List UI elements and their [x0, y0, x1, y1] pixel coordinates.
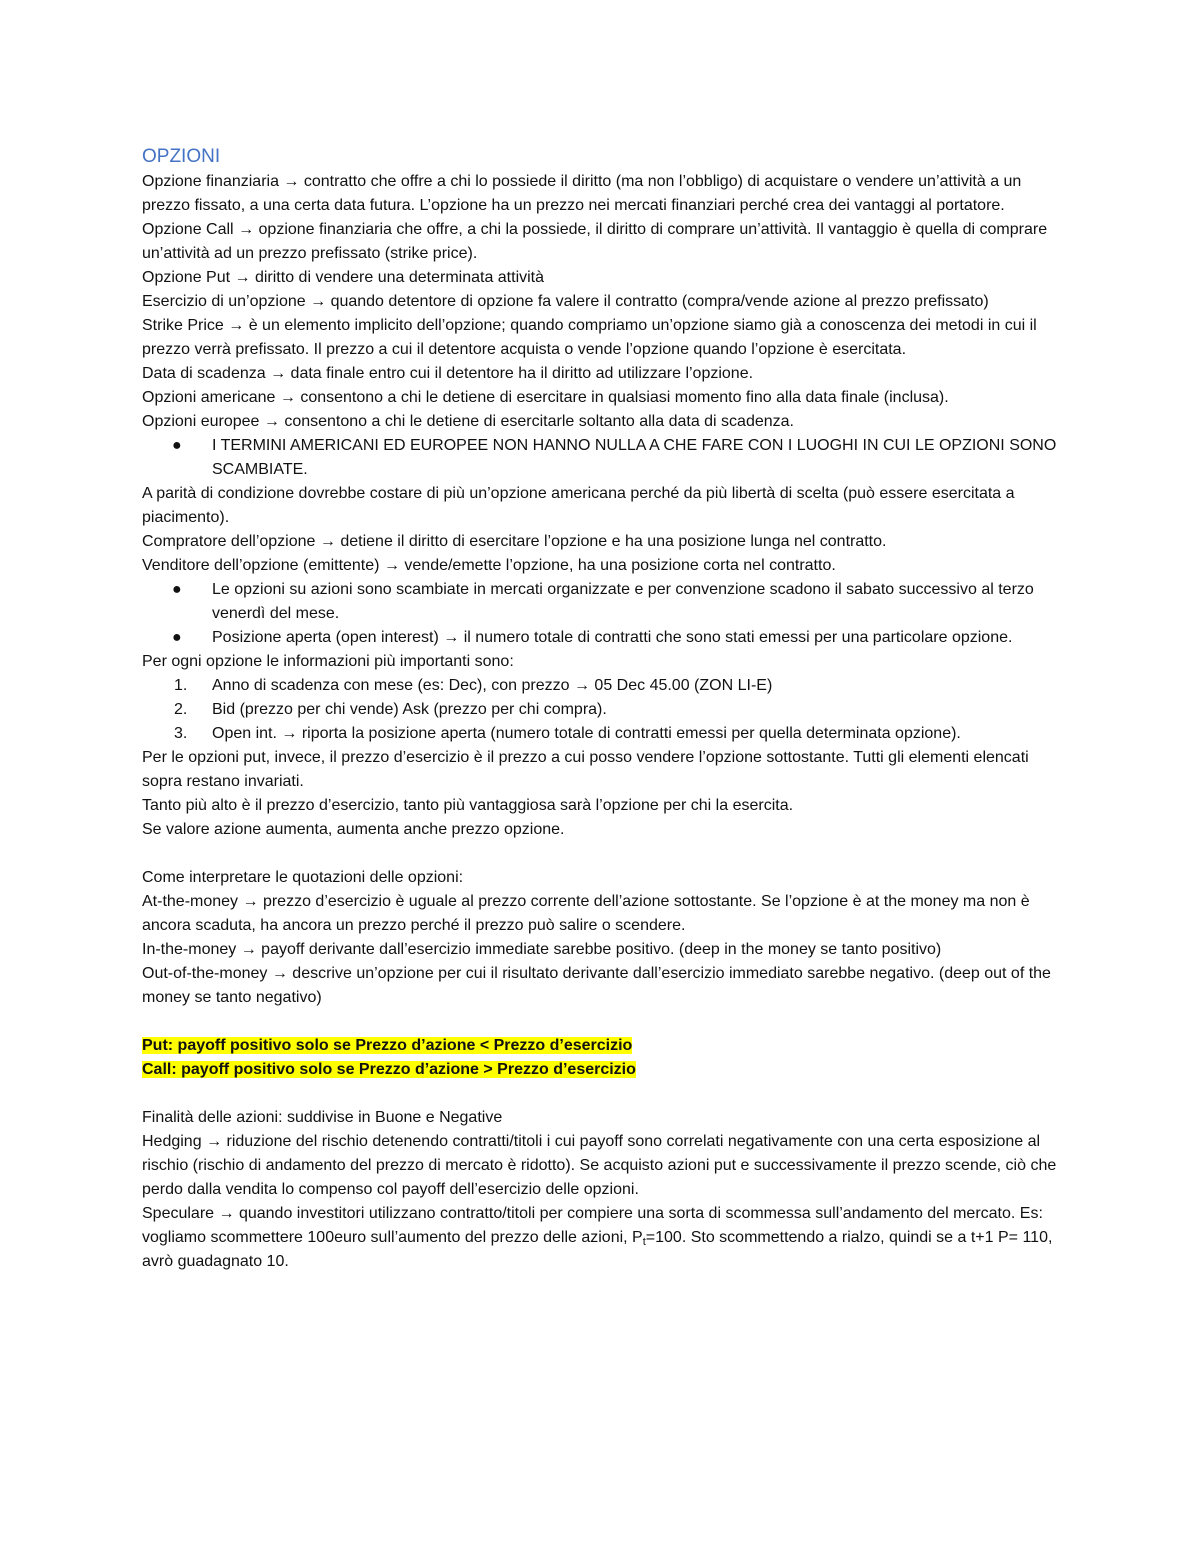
paragraph-tanto-piu: Tanto più alto è il prezzo d’esercizio, tanto più vantaggiosa sarà l’opzione per chi la esercita.: [142, 797, 794, 814]
arrow-icon: →: [234, 269, 251, 286]
paragraph-valore-azione: Se valore azione aumenta, aumenta anche prezzo opzione.: [142, 821, 565, 838]
term: In-the-money: [142, 941, 237, 958]
definition: descrive un’opzione per cui il risultato derivante dall’esercizio immediato sarebbe negativo. (deep out of the money se tanto negativo): [142, 965, 1051, 1006]
paragraph-opzione-finanziaria: [142, 170, 1062, 218]
arrow-icon: →: [228, 317, 245, 334]
definition: diritto di vendere una determinata attività: [254, 269, 545, 286]
definition: è un elemento implicito dell’opzione; quando compriamo un’opzione siamo già a conoscenza dei metodi in cui il prezzo verrà prefissato. Il prezzo a cui il detentore acquista o vende l’opzione quando l’opzione è esercitata.: [142, 317, 1037, 358]
page-title: OPZIONI: [142, 146, 221, 167]
paragraph-venditore: [142, 554, 1062, 578]
paragraph-out-of-the-money: [142, 962, 1062, 1010]
paragraph-quote-intro: Come interpretare le quotazioni delle opzioni:: [142, 869, 464, 886]
list-number: 1.: [174, 677, 188, 694]
numbered-list-info: [142, 674, 1062, 746]
list-item: [142, 722, 1062, 746]
arrow-icon: →: [206, 1133, 223, 1150]
definition: consentono a chi le detiene di esercitare in qualsiasi momento fino alla data finale (inclusa).: [300, 389, 949, 406]
list-item: [142, 698, 1062, 722]
bullet-icon: ●: [172, 437, 182, 454]
term: Strike Price: [142, 317, 224, 334]
definition: detiene il diritto di esercitare l’opzione e ha una posizione lunga nel contratto.: [340, 533, 887, 550]
list-item-text: Posizione aperta (open interest): [212, 629, 439, 646]
term: At-the-money: [142, 893, 239, 910]
paragraph-in-the-money: [142, 938, 1062, 962]
bullet-icon: ●: [172, 581, 182, 598]
term: Data di scadenza: [142, 365, 266, 382]
arrow-icon: →: [218, 1205, 235, 1222]
paragraph-finalita: Finalità delle azioni: suddivise in Buone e Negative: [142, 1109, 503, 1126]
paragraph-opzione-put: [142, 266, 1062, 290]
list-item-text: riporta la posizione aperta (numero totale di contratti emessi per quella determinata opzione).: [301, 725, 961, 742]
spacer: [142, 1010, 1062, 1034]
highlight-put: [142, 1034, 1062, 1058]
definition: opzione finanziaria che offre, a chi la possiede, il diritto di comprare un’attività. Il vantaggio è quella di comprare un’attività ad un prezzo prefissato (strike price).: [142, 221, 1048, 262]
paragraph-opzione-call: [142, 218, 1062, 266]
paragraph-speculare: [142, 1202, 1062, 1274]
spacer: [142, 1082, 1062, 1106]
highlighted-text: Call: payoff positivo solo se Prezzo d’azione > Prezzo d’esercizio: [142, 1061, 636, 1078]
list-number: 2.: [174, 701, 188, 718]
term: Speculare: [142, 1205, 215, 1222]
paragraph-parita: A parità di condizione dovrebbe costare di più un’opzione americana perché da più libertà di scelta (può essere esercitata a piacimento).: [142, 485, 1015, 526]
arrow-icon: →: [310, 293, 327, 310]
arrow-icon: →: [283, 173, 300, 190]
arrow-icon: →: [383, 557, 400, 574]
spacer: [142, 842, 1062, 866]
highlighted-text: Put: payoff positivo solo se Prezzo d’azione < Prezzo d’esercizio: [142, 1037, 633, 1054]
list-item: [142, 674, 1062, 698]
document-body: [142, 144, 1062, 1274]
definition: prezzo d’esercizio è uguale al prezzo corrente dell’azione sottostante. Se l’opzione è at the money ma non è ancora scaduta, ha ancora un prezzo perché il prezzo può salire o scendere.: [142, 893, 1030, 934]
arrow-icon: →: [279, 389, 296, 406]
list-item-text: 05 Dec 45.00 (ZON LI-E): [594, 677, 773, 694]
list-item-text: Le opzioni su azioni sono scambiate in mercati organizzate e per convenzione scadono il sabato successivo al terzo venerdì del mese.: [212, 581, 1034, 622]
definition: consentono a chi le detiene di esercitarle soltanto alla data di scadenza.: [284, 413, 794, 430]
arrow-icon: →: [240, 941, 257, 958]
paragraph-opzioni-europee: [142, 410, 1062, 434]
term: Opzioni americane: [142, 389, 276, 406]
bullet-icon: ●: [172, 629, 182, 646]
arrow-icon: →: [281, 725, 298, 742]
arrow-icon: →: [443, 629, 460, 646]
list-item-text: Anno di scadenza con mese (es: Dec), con prezzo: [212, 677, 570, 694]
highlight-call: [142, 1058, 1062, 1082]
paragraph-put-esercizio: Per le opzioni put, invece, il prezzo d’esercizio è il prezzo a cui posso vendere l’opzione sottostante. Tutti gli elementi elencati sopra restano invariati.: [142, 749, 1029, 790]
list-item: [142, 434, 1062, 482]
term: Esercizio di un’opzione: [142, 293, 306, 310]
term: Venditore dell’opzione (emittente): [142, 557, 380, 574]
term: Opzione finanziaria: [142, 173, 279, 190]
term: Opzione Call: [142, 221, 234, 238]
arrow-icon: →: [263, 413, 280, 430]
list-item-text: I TERMINI AMERICANI ED EUROPEE NON HANNO NULLA A CHE FARE CON I LUOGHI IN CUI LE OPZIONI SONO SCAMBIATE.: [212, 437, 1057, 478]
definition: riduzione del rischio detenendo contratti/titoli i cui payoff sono correlati negativamente con una certa esposizione al rischio (rischio di andamento del prezzo di mercato è ridotto). Se acquisto azioni put e successivamente il prezzo scende, ciò che perdo dalla vendita lo compenso col payoff dell’esercizio delle opzioni.: [142, 1133, 1057, 1198]
paragraph-hedging: [142, 1130, 1062, 1202]
subscript: t: [642, 1236, 646, 1248]
list-item-text: il numero totale di contratti che sono stati emessi per una particolare opzione.: [463, 629, 1013, 646]
bullet-list-termini: [142, 434, 1062, 482]
paragraph-at-the-money: [142, 890, 1062, 938]
term: Opzione Put: [142, 269, 231, 286]
list-item-text: Open int.: [212, 725, 277, 742]
definition: vende/emette l’opzione, ha una posizione corta nel contratto.: [404, 557, 836, 574]
definition: quando detentore di opzione fa valere il contratto (compra/vende azione al prezzo prefissato): [330, 293, 989, 310]
arrow-icon: →: [270, 365, 287, 382]
definition: quando investitori utilizzano contratto/titoli per compiere una sorta di scommessa sull’andamento del mercato. Es: vogliamo scommettere 100euro sull’aumento del prezzo delle azioni, P: [142, 1205, 1043, 1246]
arrow-icon: →: [238, 221, 255, 238]
definition: contratto che offre a chi lo possiede il diritto (ma non l’obbligo) di acquistare o vendere un’attività a un prezzo fissato, a una certa data futura. L’opzione ha un prezzo nei mercati finanziari perché crea dei vantaggi al portatore.: [142, 173, 1022, 214]
paragraph-compratore: [142, 530, 1062, 554]
list-item: [142, 578, 1062, 626]
list-number: 3.: [174, 725, 188, 742]
paragraph-opzioni-americane: [142, 386, 1062, 410]
paragraph-strike-price: [142, 314, 1062, 362]
arrow-icon: →: [242, 893, 259, 910]
arrow-icon: →: [573, 677, 590, 694]
definition-tail: =100. Sto scommettendo a rialzo, quindi se a t+1 P= 110, avrò guadagnato 10.: [142, 1229, 1053, 1270]
paragraph-data-scadenza: [142, 362, 1062, 386]
term: Out-of-the-money: [142, 965, 268, 982]
list-item: [142, 626, 1062, 650]
definition: payoff derivante dall’esercizio immediate sarebbe positivo. (deep in the money se tanto positivo): [261, 941, 942, 958]
arrow-icon: →: [271, 965, 288, 982]
term: Hedging: [142, 1133, 202, 1150]
definition: data finale entro cui il detentore ha il diritto ad utilizzare l’opzione.: [290, 365, 754, 382]
term: Opzioni europee: [142, 413, 260, 430]
list-item-text: Bid (prezzo per chi vende) Ask (prezzo per chi compra).: [212, 701, 607, 718]
paragraph-esercizio: [142, 290, 1062, 314]
term: Compratore dell’opzione: [142, 533, 316, 550]
arrow-icon: →: [319, 533, 336, 550]
bullet-list-mercati: [142, 578, 1062, 650]
paragraph-info-intro: Per ogni opzione le informazioni più importanti sono:: [142, 653, 514, 670]
